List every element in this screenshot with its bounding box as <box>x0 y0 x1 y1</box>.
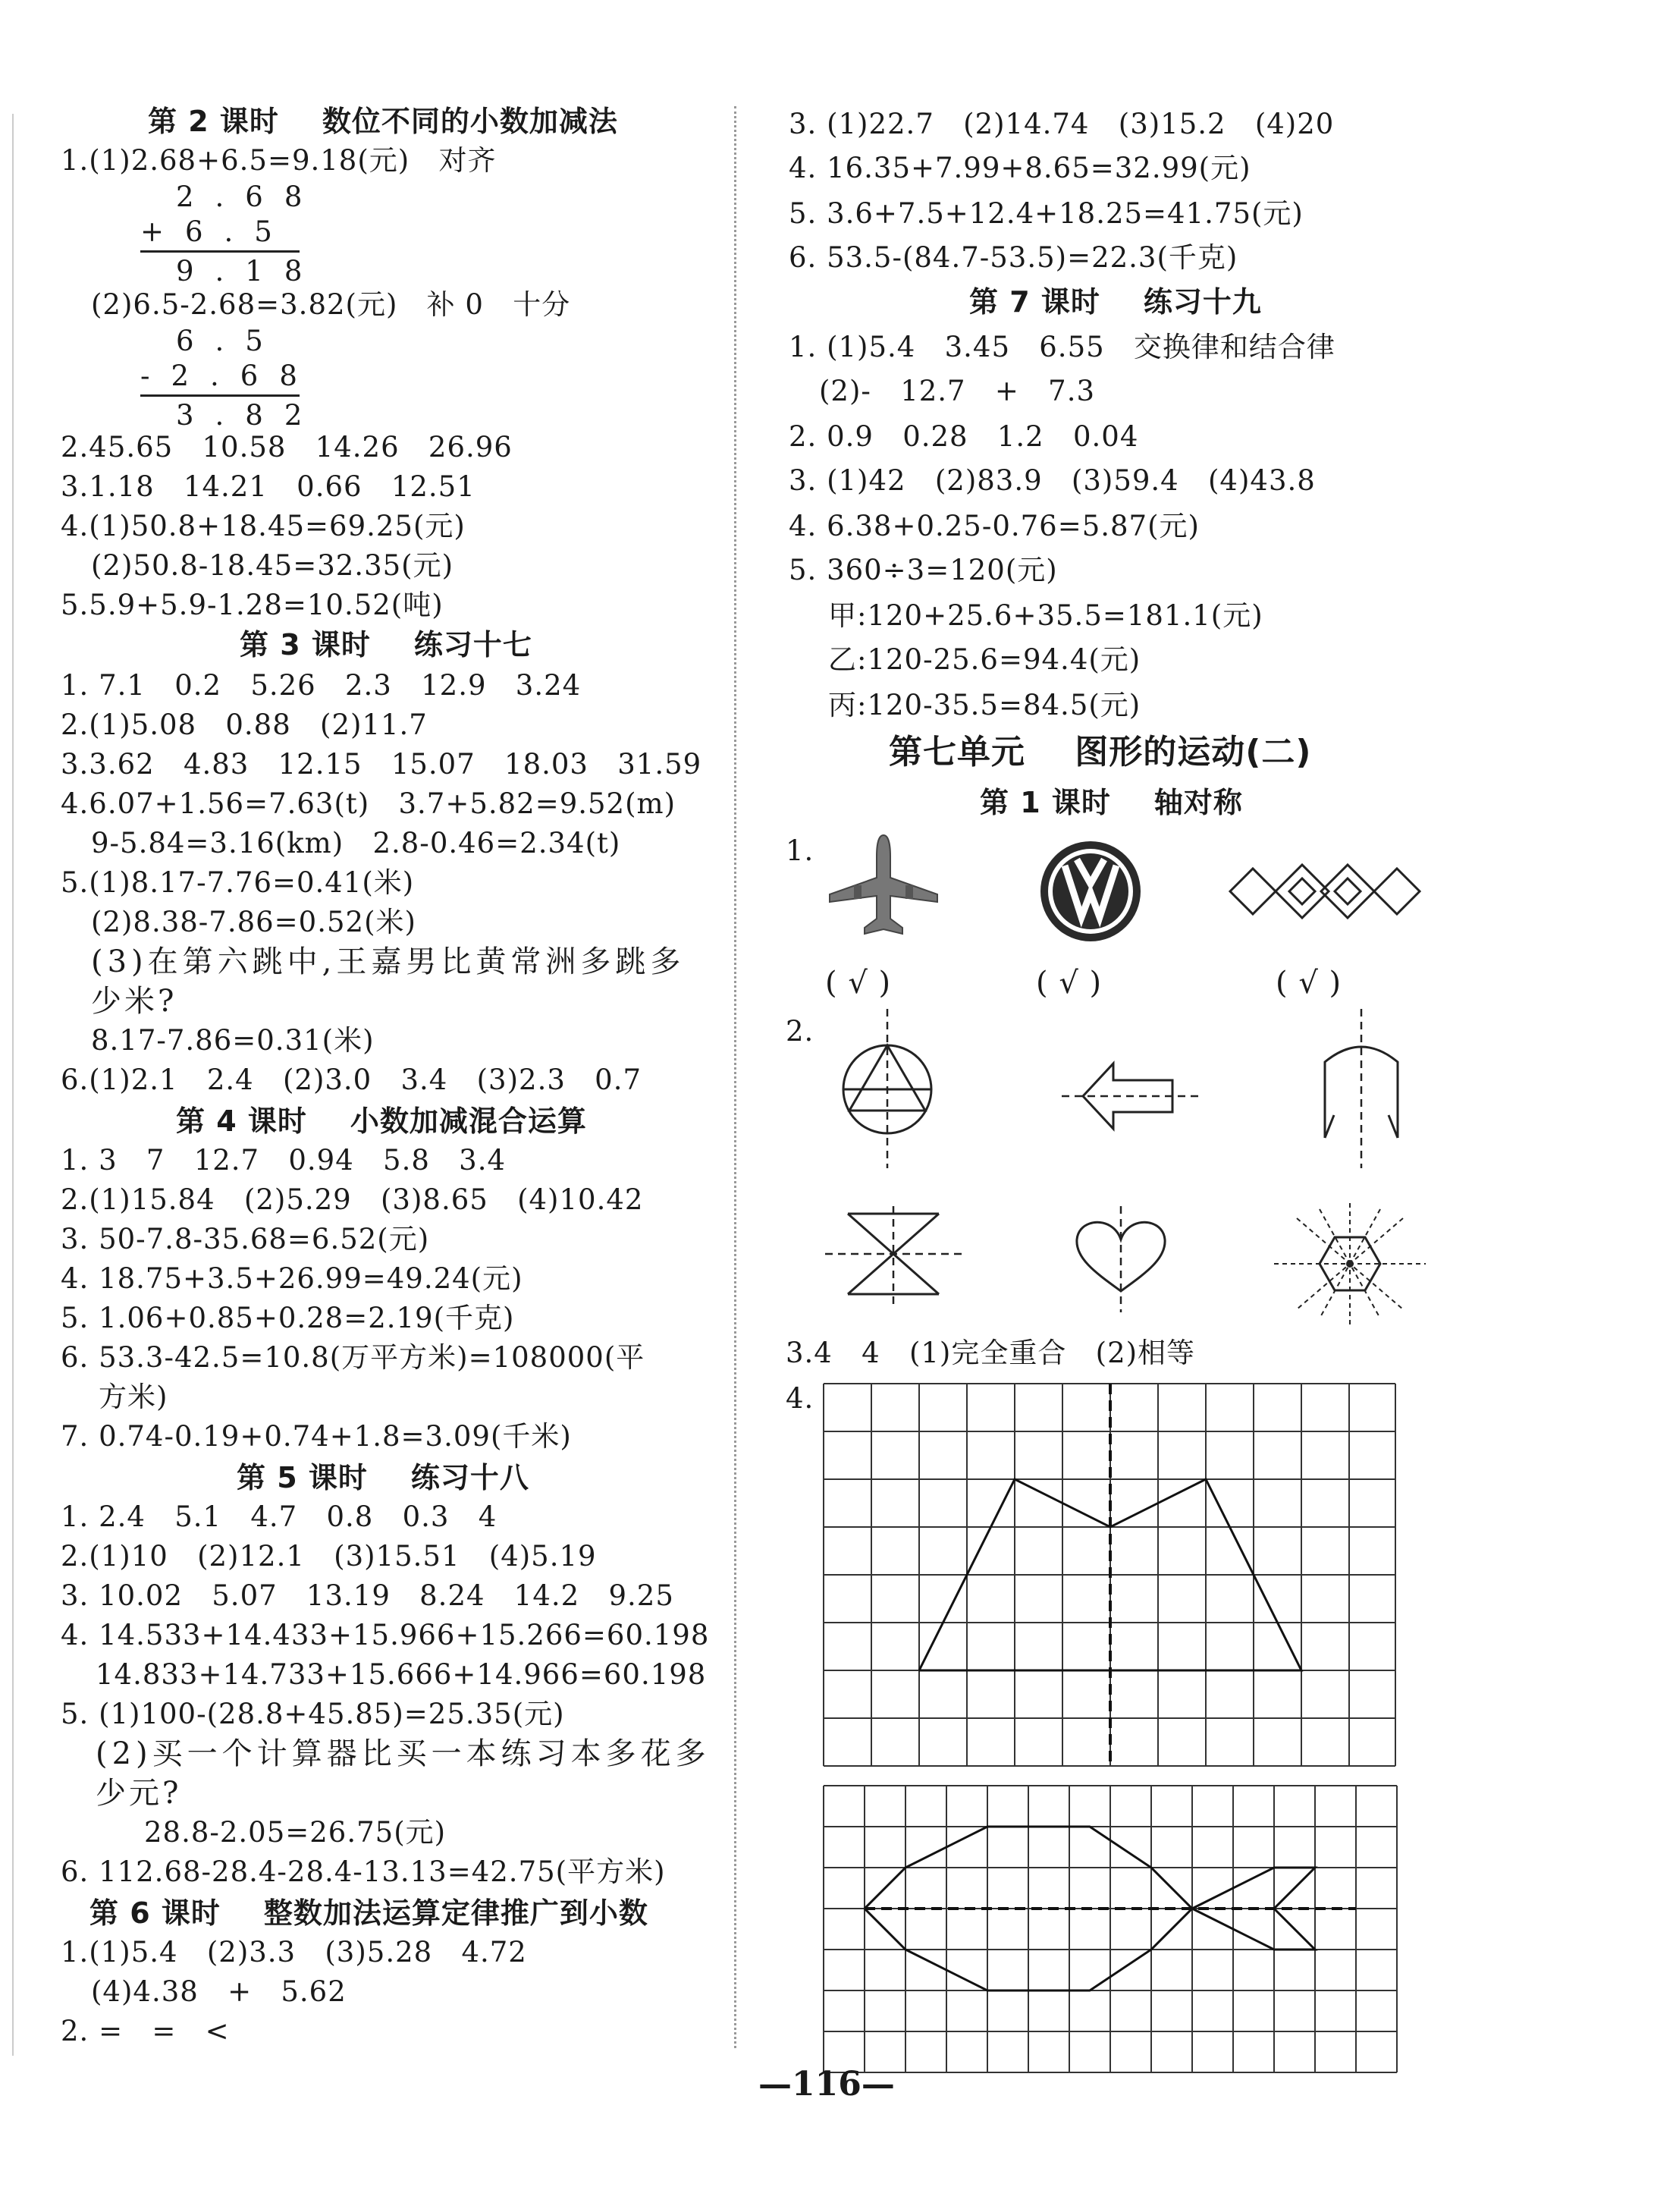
lesson-heading-5: 第 5 课时 练习十八 <box>237 1461 529 1494</box>
answer-line: 4. 16.35+7.99+8.65=32.99(元) <box>789 152 1251 184</box>
answer-line: 5. (1)100-(28.8+45.85)=25.35(元) <box>61 1698 565 1730</box>
answer-line: 少米? <box>91 984 177 1019</box>
circle-triangle-axis-icon <box>834 1009 940 1168</box>
hexagon-star-axis-icon <box>1274 1203 1426 1324</box>
lesson-heading-4: 第 4 课时 小数加减混合运算 <box>176 1104 587 1138</box>
answer-line: 7. 0.74-0.19+0.74+1.8=3.09(千米) <box>61 1420 572 1453</box>
arrow-shape-axis-icon <box>1062 1054 1198 1138</box>
answer-line: 3. (1)42 (2)83.9 (3)59.4 (4)43.8 <box>789 464 1316 497</box>
answer-line: 4.(1)50.8+18.45=69.25(元) <box>61 510 466 542</box>
answer-line: 2.(1)10 (2)12.1 (3)15.51 (4)5.19 <box>61 1540 597 1573</box>
grid-symmetric-shape-2 <box>824 1786 1400 2074</box>
answer-line: 6.(1)2.1 2.4 (2)3.0 3.4 (3)2.3 0.7 <box>61 1064 642 1096</box>
answer-line: 4. 6.38+0.25-0.76=5.87(元) <box>789 510 1200 542</box>
lesson-heading-2: 第 2 课时 数位不同的小数加减法 <box>148 105 618 138</box>
vertical-calc: 9.18 <box>176 255 324 287</box>
lesson-heading-7: 第 7 课时 练习十九 <box>969 285 1262 319</box>
answer-line: 14.833+14.733+15.666+14.966=60.198 <box>96 1658 707 1691</box>
answer-line: 4.6.07+1.56=7.63(t) 3.7+5.82=9.52(m) <box>61 787 676 820</box>
answer-line: 1. 3 7 12.7 0.94 5.8 3.4 <box>61 1144 507 1177</box>
answer-line: (3)在第六跳中,王嘉男比黄常洲多跳多 <box>91 944 686 979</box>
answer-line: 4. 14.533+14.433+15.966+15.266=60.198 <box>61 1619 710 1651</box>
question-number: 4. <box>786 1382 814 1415</box>
answer-line: 5. 3.6+7.5+12.4+18.25=41.75(元) <box>789 197 1304 230</box>
grid-symmetric-shape-1 <box>824 1384 1397 1767</box>
answer-line: 2.(1)5.08 0.88 (2)11.7 <box>61 709 428 741</box>
calc-rule <box>140 394 300 397</box>
vertical-calc: 6.5 <box>176 325 284 357</box>
unit-heading: 第七单元 图形的运动(二) <box>889 733 1312 771</box>
answer-line: 6. 112.68-28.4-28.4-13.13=42.75(平方米) <box>61 1855 666 1888</box>
answer-line: 4. 18.75+3.5+26.99=49.24(元) <box>61 1262 523 1295</box>
answer-line: 1. 7.1 0.2 5.26 2.3 12.9 3.24 <box>61 669 582 702</box>
left-margin-rule <box>12 114 14 2056</box>
question-number: 1. <box>786 834 814 867</box>
answer-line: 1. (1)5.4 3.45 6.55 交换律和结合律 <box>789 331 1335 363</box>
answer-line: 丙:120-35.5=84.5(元) <box>828 689 1141 721</box>
answer-line: 3.3.62 4.83 12.15 15.07 18.03 31.59 <box>61 748 702 781</box>
calc-rule <box>140 250 300 253</box>
answer-line: 6. 53.5-(84.7-53.5)=22.3(千克) <box>789 241 1238 274</box>
answer-line: 3.4 4 (1)完全重合 (2)相等 <box>786 1337 1196 1369</box>
answer-line: 3. 50-7.8-35.68=6.52(元) <box>61 1223 430 1255</box>
vertical-calc: 3.82 <box>176 399 324 432</box>
answer-line: (2)50.8-18.45=32.35(元) <box>91 549 454 582</box>
answer-line: 28.8-2.05=26.75(元) <box>144 1816 447 1849</box>
answer-line: 2. 0.9 0.28 1.2 0.04 <box>789 420 1139 453</box>
answer-line: 3. (1)22.7 (2)14.74 (3)15.2 (4)20 <box>789 108 1335 140</box>
answer-line: 3.1.18 14.21 0.66 12.51 <box>61 470 475 503</box>
page-number: —116— <box>758 2065 895 2104</box>
answer-line: 2. = = < <box>61 2015 230 2047</box>
answer-line: (2)6.5-2.68=3.82(元) 补 0 十分 <box>91 288 571 321</box>
answer-line: 5.(1)8.17-7.76=0.41(米) <box>61 866 415 899</box>
diamond-pattern-icon <box>1230 857 1420 925</box>
lesson-heading-3: 第 3 课时 练习十七 <box>240 628 532 661</box>
answer-line: (4)4.38 + 5.62 <box>91 1975 347 2008</box>
answer-line: 少元? <box>96 1776 182 1811</box>
answer-line: (2)8.38-7.86=0.52(米) <box>91 906 416 938</box>
answer-line: 甲:120+25.6+35.5=181.1(元) <box>828 599 1263 632</box>
answer-line: 1. 2.4 5.1 4.7 0.8 0.3 4 <box>61 1500 497 1533</box>
answer-line: 方米) <box>99 1381 168 1413</box>
answer-line: (2)- 12.7 + 7.3 <box>819 375 1095 407</box>
vertical-calc: +6.5 <box>140 215 293 248</box>
lesson-heading-6: 第 6 课时 整数加法运算定律推广到小数 <box>89 1896 648 1930</box>
question-number: 2. <box>786 1015 814 1048</box>
answer-line: 2.(1)15.84 (2)5.29 (3)8.65 (4)10.42 <box>61 1183 644 1216</box>
answer-line: 1.(1)5.4 (2)3.3 (3)5.28 4.72 <box>61 1936 527 1968</box>
arch-shape-axis-icon <box>1316 1009 1407 1168</box>
hourglass-axis-icon <box>825 1206 962 1305</box>
answer-line: 9-5.84=3.16(km) 2.8-0.46=2.34(t) <box>91 827 621 859</box>
column-divider <box>734 106 736 2048</box>
answer-line: 1.(1)2.68+6.5=9.18(元) 对齐 <box>61 144 497 177</box>
answer-line: 5.5.9+5.9-1.28=10.52(吨) <box>61 589 444 621</box>
answer-line: 3. 10.02 5.07 13.19 8.24 14.2 9.25 <box>61 1579 674 1612</box>
check-mark-answer: ( √ ) <box>1036 966 1103 1001</box>
vertical-calc: -2.68 <box>140 360 319 392</box>
check-mark-answer: ( √ ) <box>825 966 892 1001</box>
answer-line: (2)买一个计算器比买一本练习本多花多 <box>96 1736 711 1771</box>
vertical-calc: 2.68 <box>176 181 324 213</box>
answer-line: 5. 360÷3=120(元) <box>789 554 1058 586</box>
answer-line: 6. 53.3-42.5=10.8(万平方米)=108000(平 <box>61 1341 645 1374</box>
answer-line: 8.17-7.86=0.31(米) <box>91 1024 375 1057</box>
answer-line: 5. 1.06+0.85+0.28=2.19(千克) <box>61 1302 515 1334</box>
airplane-icon <box>827 831 940 944</box>
heart-axis-icon <box>1068 1206 1174 1312</box>
vw-logo-icon <box>1037 838 1144 944</box>
check-mark-answer: ( √ ) <box>1276 966 1342 1001</box>
answer-line: 乙:120-25.6=94.4(元) <box>828 643 1141 676</box>
lesson-heading-8: 第 1 课时 轴对称 <box>980 786 1243 819</box>
answer-line: 2.45.65 10.58 14.26 26.96 <box>61 431 513 463</box>
